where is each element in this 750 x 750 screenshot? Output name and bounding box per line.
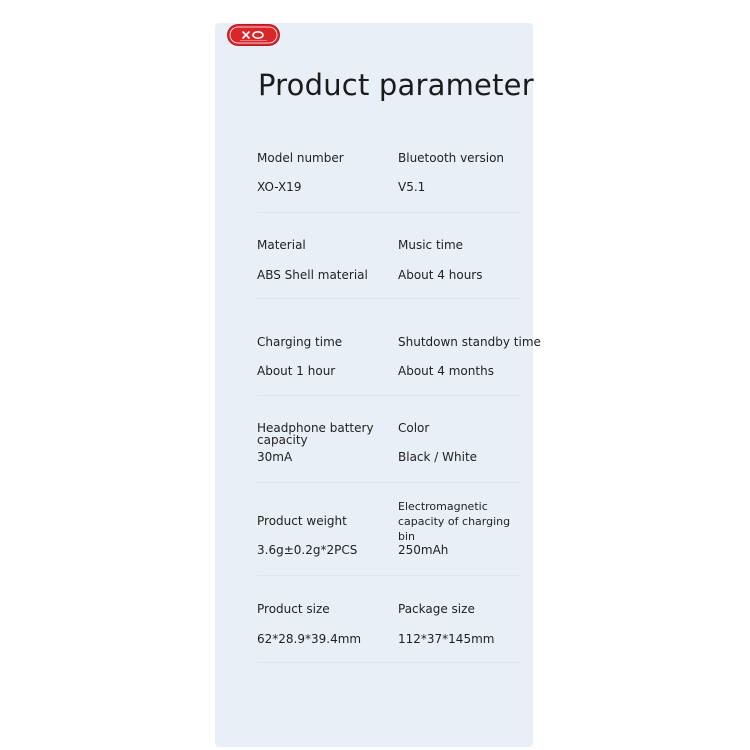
param-value-model-number: XO-X19 [257,180,302,194]
param-label-charging-time: Charging time [257,335,343,349]
param-label-product-weight: Product weight [257,514,347,528]
row-divider [257,482,521,483]
param-value-product-size: 62*28.9*39.4mm [257,632,362,646]
row-divider [257,395,521,396]
param-value-headphone-battery-capacity: 30mA [257,450,293,464]
param-label-color: Color [398,421,430,435]
param-label-electromagnetic-capacity: Electromagnetic capacity of charging bin [398,500,511,543]
row-divider [257,298,521,299]
row-divider [257,212,521,213]
param-value-bluetooth-version: V5.1 [398,180,426,194]
param-label-headphone-battery-capacity: Headphone battery capacity [257,421,374,447]
row-divider [257,575,521,576]
param-label-material: Material [257,238,306,252]
xo-brand-logo [228,25,279,45]
param-label-music-time: Music time [398,238,464,252]
param-label-shutdown-standby-time: Shutdown standby time [398,335,541,349]
param-value-music-time: About 4 hours [398,268,483,282]
param-value-color: Black / White [398,450,478,464]
param-label-product-size: Product size [257,602,330,616]
param-value-product-weight: 3.6g±0.2g*2PCS [257,543,358,557]
param-label-package-size: Package size [398,602,475,616]
param-value-material: ABS Shell material [257,268,368,282]
page-title: Product parameter [258,68,534,102]
param-value-electromagnetic-capacity: 250mAh [398,543,449,557]
param-value-shutdown-standby-time: About 4 months [398,364,494,378]
row-divider [257,662,521,663]
param-label-model-number: Model number [257,151,344,165]
param-value-package-size: 112*37*145mm [398,632,495,646]
param-label-bluetooth-version: Bluetooth version [398,151,505,165]
param-value-charging-time: About 1 hour [257,364,336,378]
